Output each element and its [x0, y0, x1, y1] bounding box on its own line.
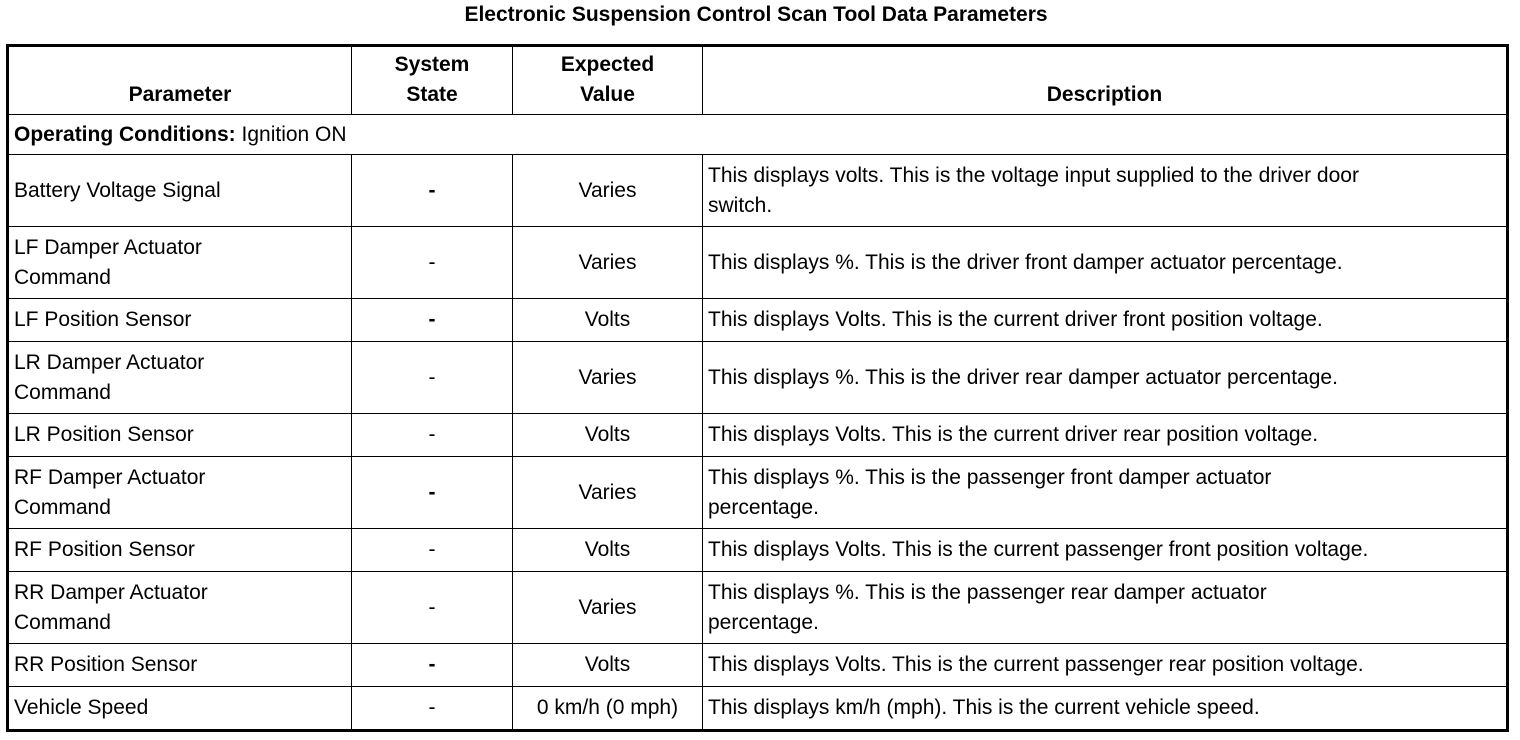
header-row	[8, 46, 1508, 115]
parameter-name: RF Damper Actuator	[14, 465, 206, 489]
description-line1: This displays %. This is the passenger rear damper actuator	[708, 580, 1267, 604]
description-cell	[703, 227, 1508, 299]
system-state-cell: -	[352, 155, 513, 227]
description-line1: This displays km/h (mph). This is the current vehicle speed.	[708, 696, 1260, 719]
system-state-cell: -	[352, 342, 513, 414]
table-row	[8, 155, 1508, 227]
system-state-cell: -	[352, 414, 513, 457]
parameter-name: LF Position Sensor	[14, 308, 192, 331]
parameter-name-line2: Command	[14, 380, 111, 404]
description-line2: percentage.	[708, 495, 819, 519]
system-state-cell: -	[352, 687, 513, 731]
system-state-cell: -	[352, 644, 513, 687]
description-line1: This displays volts. This is the voltage input supplied to the driver door	[708, 163, 1359, 187]
parameter-cell	[8, 155, 352, 227]
table-row	[8, 687, 1508, 731]
parameter-name: RR Damper Actuator	[14, 580, 208, 604]
parameter-cell	[8, 299, 352, 342]
description-line1: This displays %. This is the driver front damper actuator percentage.	[708, 250, 1343, 274]
system-state-cell: -	[352, 529, 513, 572]
parameter-cell	[8, 529, 352, 572]
description-cell	[703, 572, 1508, 644]
header-system-state	[352, 46, 513, 115]
parameter-name-line2: Command	[14, 495, 111, 519]
table-row	[8, 342, 1508, 414]
header-system-state-line1: System	[394, 53, 470, 76]
description-line1: This displays Volts. This is the current driver front position voltage.	[708, 308, 1323, 331]
parameter-name: RR Position Sensor	[14, 653, 198, 676]
description-cell	[703, 155, 1508, 227]
expected-value-cell: Varies	[513, 572, 703, 644]
table-row	[8, 227, 1508, 299]
table-row	[8, 414, 1508, 457]
description-cell	[703, 644, 1508, 687]
header-expected-value	[513, 46, 703, 115]
parameter-name: Vehicle Speed	[14, 696, 149, 719]
description-cell	[703, 457, 1508, 529]
parameter-name: Battery Voltage Signal	[14, 178, 221, 202]
operating-conditions-label: Operating Conditions:	[14, 122, 236, 146]
parameter-cell	[8, 414, 352, 457]
parameter-name: LR Position Sensor	[14, 423, 194, 446]
header-expected-value-line1: Expected	[560, 53, 655, 76]
system-state-cell: -	[352, 299, 513, 342]
expected-value-cell: Varies	[513, 342, 703, 414]
operating-conditions-value: Ignition ON	[241, 122, 347, 146]
description-line1: This displays Volts. This is the current passenger rear position voltage.	[708, 653, 1364, 676]
description-line1: This displays Volts. This is the current driver rear position voltage.	[708, 423, 1319, 446]
table-row	[8, 457, 1508, 529]
table-row	[8, 299, 1508, 342]
description-cell	[703, 342, 1508, 414]
system-state-cell: -	[352, 572, 513, 644]
expected-value-cell: Varies	[513, 457, 703, 529]
expected-value-cell: Volts	[513, 414, 703, 457]
parameter-cell	[8, 644, 352, 687]
header-description: Description	[703, 46, 1508, 115]
system-state-cell: -	[352, 457, 513, 529]
operating-conditions-row	[8, 115, 1508, 155]
operating-conditions-cell	[8, 115, 1508, 155]
parameter-name: LF Damper Actuator	[14, 235, 202, 259]
system-state-cell: -	[352, 227, 513, 299]
expected-value-cell: Volts	[513, 644, 703, 687]
scan-tool-data-table	[6, 44, 1509, 732]
parameter-cell	[8, 687, 352, 731]
parameter-cell	[8, 457, 352, 529]
table-row	[8, 529, 1508, 572]
description-line2: switch.	[708, 193, 773, 217]
description-cell	[703, 687, 1508, 731]
header-system-state-line2: State	[406, 83, 458, 106]
description-line2: percentage.	[708, 610, 819, 634]
parameter-cell	[8, 342, 352, 414]
description-cell	[703, 414, 1508, 457]
expected-value-cell: Varies	[513, 227, 703, 299]
expected-value-cell: Volts	[513, 529, 703, 572]
parameter-name: RF Position Sensor	[14, 538, 195, 561]
table-title: Electronic Suspension Control Scan Tool Data Parameters	[464, 3, 1048, 26]
header-parameter: Parameter	[8, 46, 352, 115]
expected-value-cell: Volts	[513, 299, 703, 342]
description-line1: This displays Volts. This is the current passenger front position voltage.	[708, 538, 1369, 561]
parameter-name-line2: Command	[14, 265, 111, 289]
table-row	[8, 572, 1508, 644]
description-line1: This displays %. This is the passenger front damper actuator	[708, 465, 1272, 489]
description-cell	[703, 299, 1508, 342]
table-row	[8, 644, 1508, 687]
description-line1: This displays %. This is the driver rear damper actuator percentage.	[708, 365, 1338, 389]
parameter-name: LR Damper Actuator	[14, 350, 205, 374]
parameter-cell	[8, 572, 352, 644]
header-expected-value-line2: Value	[580, 83, 635, 106]
description-cell	[703, 529, 1508, 572]
parameter-name-line2: Command	[14, 610, 111, 634]
expected-value-cell: Varies	[513, 155, 703, 227]
parameter-cell	[8, 227, 352, 299]
expected-value-cell: 0 km/h (0 mph)	[513, 687, 703, 731]
